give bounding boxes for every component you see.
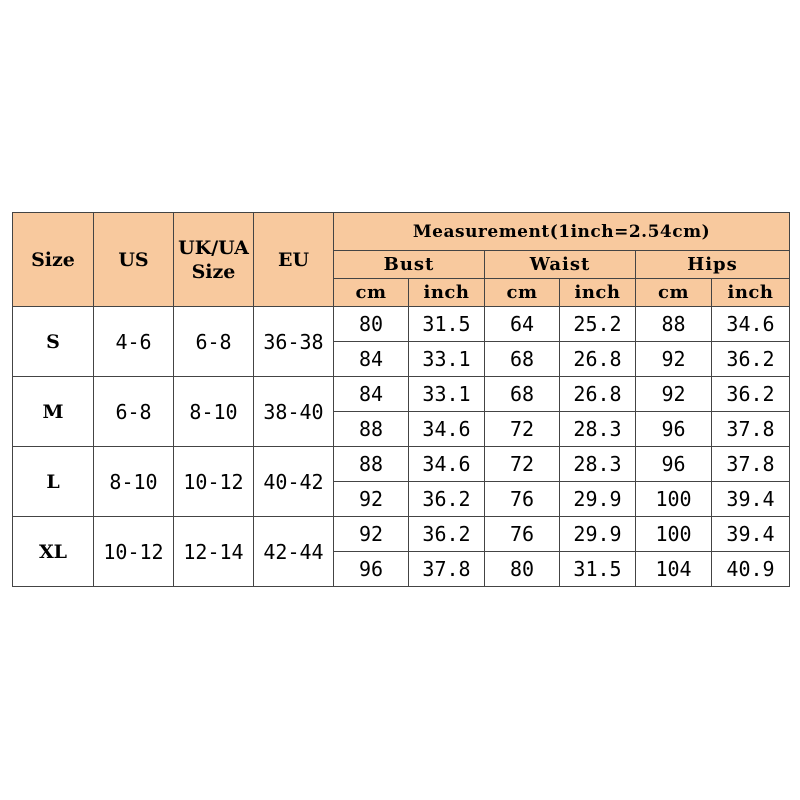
waist-inch: 31.5 <box>560 552 636 587</box>
waist-inch: 29.9 <box>560 517 636 552</box>
eu-size: 42-44 <box>254 517 334 587</box>
header-uk-ua-label: UK/UA <box>178 236 249 259</box>
hips-cm: 96 <box>636 412 712 447</box>
table-body <box>13 307 790 587</box>
waist-cm: 64 <box>485 307 560 342</box>
waist-cm: 76 <box>485 482 560 517</box>
us-size: 8-10 <box>94 447 174 517</box>
header-eu: EU <box>254 213 334 307</box>
bust-cm: 84 <box>334 377 409 412</box>
eu-size: 36-38 <box>254 307 334 377</box>
hips-inch: 34.6 <box>712 307 790 342</box>
hips-inch: 37.8 <box>712 447 790 482</box>
us-size: 4-6 <box>94 307 174 377</box>
hips-cm: 92 <box>636 342 712 377</box>
waist-cm: 68 <box>485 377 560 412</box>
bust-cm: 88 <box>334 412 409 447</box>
bust-inch: 33.1 <box>409 377 485 412</box>
waist-cm: 68 <box>485 342 560 377</box>
bust-cm: 88 <box>334 447 409 482</box>
size-label: L <box>13 447 94 517</box>
bust-inch: 31.5 <box>409 307 485 342</box>
bust-inch: 33.1 <box>409 342 485 377</box>
header-bust: Bust <box>334 251 485 279</box>
table-header <box>13 213 790 307</box>
waist-inch: 25.2 <box>560 307 636 342</box>
header-waist-inch: inch <box>560 279 636 307</box>
hips-inch: 39.4 <box>712 517 790 552</box>
header-hips-cm: cm <box>636 279 712 307</box>
hips-inch: 39.4 <box>712 482 790 517</box>
bust-cm: 92 <box>334 517 409 552</box>
hips-inch: 40.9 <box>712 552 790 587</box>
hips-inch: 36.2 <box>712 377 790 412</box>
us-size: 6-8 <box>94 377 174 447</box>
waist-inch: 28.3 <box>560 447 636 482</box>
waist-inch: 28.3 <box>560 412 636 447</box>
bust-cm: 84 <box>334 342 409 377</box>
header-bust-cm: cm <box>334 279 409 307</box>
hips-cm: 88 <box>636 307 712 342</box>
bust-cm: 92 <box>334 482 409 517</box>
bust-inch: 34.6 <box>409 412 485 447</box>
hips-inch: 37.8 <box>712 412 790 447</box>
bust-cm: 80 <box>334 307 409 342</box>
uk-size: 8-10 <box>174 377 254 447</box>
waist-cm: 72 <box>485 447 560 482</box>
hips-cm: 100 <box>636 517 712 552</box>
bust-inch: 34.6 <box>409 447 485 482</box>
hips-cm: 92 <box>636 377 712 412</box>
header-waist: Waist <box>485 251 636 279</box>
eu-size: 38-40 <box>254 377 334 447</box>
header-uk-ua-size <box>174 213 254 307</box>
bust-inch: 36.2 <box>409 517 485 552</box>
waist-inch: 29.9 <box>560 482 636 517</box>
uk-size: 10-12 <box>174 447 254 517</box>
size-label: XL <box>13 517 94 587</box>
waist-cm: 76 <box>485 517 560 552</box>
bust-cm: 96 <box>334 552 409 587</box>
table-row <box>13 517 790 552</box>
header-measurement: Measurement(1inch=2.54cm) <box>334 213 790 251</box>
header-uk-ua-size-label: Size <box>191 260 236 283</box>
hips-cm: 96 <box>636 447 712 482</box>
waist-cm: 72 <box>485 412 560 447</box>
table-row <box>13 377 790 412</box>
hips-cm: 100 <box>636 482 712 517</box>
waist-cm: 80 <box>485 552 560 587</box>
uk-size: 6-8 <box>174 307 254 377</box>
bust-inch: 37.8 <box>409 552 485 587</box>
header-us: US <box>94 213 174 307</box>
eu-size: 40-42 <box>254 447 334 517</box>
header-hips: Hips <box>636 251 790 279</box>
size-label: S <box>13 307 94 377</box>
table-row <box>13 447 790 482</box>
header-bust-inch: inch <box>409 279 485 307</box>
hips-cm: 104 <box>636 552 712 587</box>
bust-inch: 36.2 <box>409 482 485 517</box>
header-hips-inch: inch <box>712 279 790 307</box>
us-size: 10-12 <box>94 517 174 587</box>
uk-size: 12-14 <box>174 517 254 587</box>
table-row <box>13 307 790 342</box>
hips-inch: 36.2 <box>712 342 790 377</box>
header-size: Size <box>13 213 94 307</box>
waist-inch: 26.8 <box>560 342 636 377</box>
waist-inch: 26.8 <box>560 377 636 412</box>
header-waist-cm: cm <box>485 279 560 307</box>
size-chart-table <box>12 212 790 587</box>
size-label: M <box>13 377 94 447</box>
